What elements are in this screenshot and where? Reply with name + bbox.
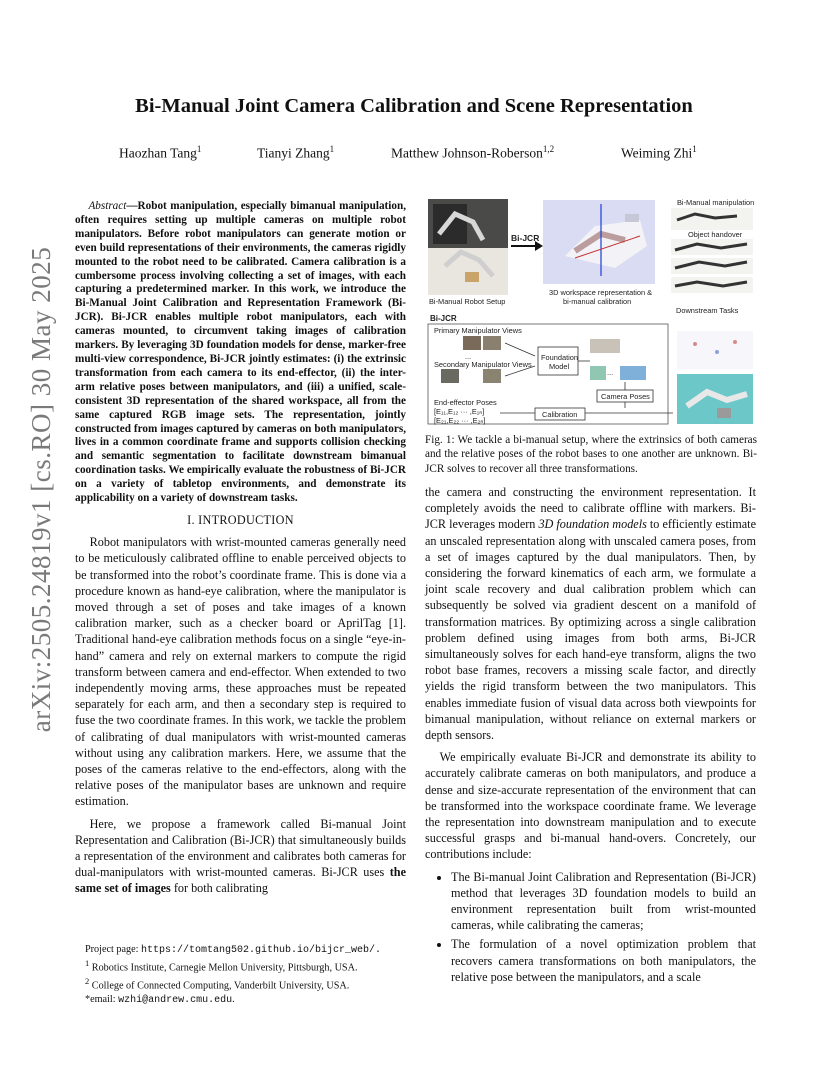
figure-label: Calibration [542,410,578,419]
author-name: Haozhan Tang$^1$ [119,144,202,161]
figure-label: ... [607,368,614,377]
figure-label: Camera Poses [601,392,650,401]
footnotes: Project page: https://tomtang502.github.io/bijcr_web/. $^1$ Robotics Institute, Carnegie Mellon University, Pittsburgh, USA. $^2$ College of Connected Computing, Vanderbilt University, USA. *email: wzhi@andrew.cmu.edu. [85,944,382,1006]
figure-label: 3D workspace representation & [549,288,653,297]
figure-1 [425,196,757,428]
figure-label: Bi-JCR [430,314,457,323]
body-paragraph: We empirically evaluate Bi-JCR and demonstrate its ability to accurately calibrate cameras on both manipulators, and produce a dense and size-accurate representation of the environment that can be transformed into the workspace coordinate frame. We leverage the representation into downstream manipulation and to execute successful grasps and bi-manual hand-overs. Concretely, our contributions include: [425,750,756,862]
project-link[interactable]: https://tomtang502.github.io/bijcr_web/. [141,945,382,956]
figure-label: Bi-Manual manipulation [677,198,755,207]
right-column [425,484,756,988]
email-link[interactable]: wzhi@andrew.cmu.edu [118,994,233,1006]
figure-caption: Fig. 1: We tackle a bi-manual setup, where the extrinsics of both cameras and the relative poses of the robot bases to one another are unknown. Bi-JCR solves to recover all three transformations. [425,434,757,475]
abstract: Abstract—Robot manipulation, especially bimanual manipulation, often requires setting up multiple cameras on multiple robot manipulators. Before robot manipulators can generate motion or even build representations of their environments, the cameras rigidly mounted to the robot need to be calibrated. Camera calibration is a cumbersome process involving collecting a set of images, with each capturing a predetermined marker. In this work, we introduce the Bi-Manual Joint Calibration and Representation Framework (Bi-JCR). Bi-JCR enables multiple robot manipulators, each with cameras mounted, to circumvent taking images of calibration markers. By leveraging 3D foundation models for dense, marker-free multi-view correspondence, Bi-JCR jointly estimates: (i) the extrinsic transformation from each camera to its end-effector, (ii) the inter-arm relative poses between manipulators, and (iii) a unified, scale-consistent 3D representation of the shared workspace, all from the same captured RGB image sets. The representation, jointly constructed from images captured by cameras on both manipulators, lives in a common coordinate frame and supports collision checking and semantic segmentation to facilitate downstream bimanual coordination tasks. We empirically evaluate the robustness of Bi-JCR on a variety of tabletop environments, and demonstrate its applicability on a variety of downstream tasks. [75,200,406,505]
body-paragraph: Robot manipulators with wrist-mounted cameras generally need to be meticulously calibrated offline to enable perceived objects to be transformed into the robot’s coordinate frame. This is done via a procedure known as hand-eye calibration, where the manipulator is moved through a set of poses and take images of a known calibration marker, such as a checker board or AprilTag [1]. Traditional hand-eye calibration methods focus on a single “eye-in-hand” camera and rely on external markers to compute the rigid transform between camera and end-effector. When extended to two independently moving arms, these approaches must be repeated separately for each arm, and then a secondary step is required to fuse the two coordinate frames. In this work, we tackle the problem of calibrating of dual manipulators with wrist-mounted cameras without using any calibration markers. Here, we assume that the poses of the cameras relative to the end-effectors, along with the relative poses of the manipulator bases are unknown and require estimation. [75,535,406,809]
figure-label: Model [549,362,570,371]
figure-label: Primary Manipulator Views [434,326,522,335]
body-paragraph: the camera and constructing the environment representation. It completely avoids the need to calibrate offline with markers. Bi-JCR leverages modern 3D foundation models to efficiently estimate an unscaled representation along with unscaled camera poses, from a set of images captured by the dual manipulators. Then, by considering the forward kinematics of each arm, we formulate a joint scale recovery and dual calibration problem which can subsequently be solved via gradient descent on a manifold of transformation matrices. By optimizing across a single calibration problem defined using images from both arms, Bi-JCR simultaneously solves for each hand-eye transform, aligns the two robot base frames, recovers a missing scale factor, and directly yields the rigid transform between the two manipulators. This enables immediate fusion of visual data across both viewpoints for bimanual manipulation, without reliance on external markers or depth sensors. [425,485,756,743]
figure-label: ... [465,352,472,361]
robot-setup-photo [428,199,508,295]
author-name: Tianyi Zhang$^1$ [257,144,335,161]
section-heading: I. INTRODUCTION [187,512,294,527]
list-item: • The Bi-manual Joint Calibration and Representation (Bi-JCR) method that leverages 3D foundation models to build an environment representation built from wrist-mounted cameras, while calibrating the cameras; [451,869,756,934]
figure-label: [E₂₁,E₂₂ ··· ,E₂ₙ] [434,416,486,425]
figure-label: Downstream Tasks [676,306,739,315]
figure-label: End-effector Poses [434,398,497,407]
figure-label: Foundation [541,353,578,362]
list-item: • The formulation of a novel optimization problem that recovers camera transformations on both manipulators, the relative pose between the manipulators, and a scale [451,936,756,985]
figure-label: Object handover [688,230,743,239]
figure-label: Bi-JCR [511,233,540,243]
author-name: Matthew Johnson-Roberson$^{1,2}$ [391,144,555,161]
left-column [75,200,406,903]
figure-label: Bi-Manual Robot Setup [429,297,506,306]
arxiv-identifier: arXiv:2505.24819v1 [cs.RO] 30 May 2025 [26,246,57,732]
figure-label: [E₁₁,E₁₂ ··· ,E₁ₙ] [434,407,485,416]
result-renders [677,331,753,424]
author-name: Weiming Zhi$^1$ [621,144,697,161]
body-paragraph: Here, we propose a framework called Bi-manual Joint Representation and Calibration (Bi-JCR) that simultaneously builds a representation of the environment and calibrates both cameras for dual-manipulators with wrist-mounted cameras. Bi-JCR uses the same set of images for both calibrating [75,816,406,896]
contribution-list [425,869,756,985]
figure-label: bi-manual calibration [563,297,632,306]
author-list [0,144,828,166]
downstream-task-images [671,208,753,293]
workspace-render [543,200,655,284]
figure-label: Secondary Manipulator Views [434,360,532,369]
paper-title: Bi-Manual Joint Camera Calibration and Scene Representation [135,95,693,117]
